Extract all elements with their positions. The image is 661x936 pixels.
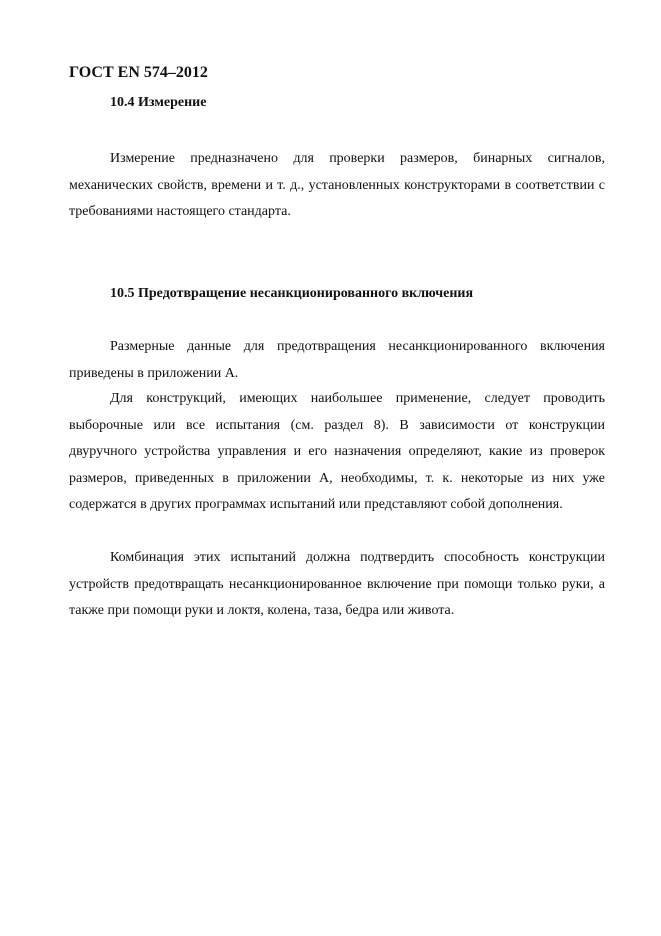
- paragraph-tests-selection: Для конструкций, имеющих наибольшее применение, следует проводить выборочные или все испытания (см. раздел 8). В зависимости от конструкции двуручного устройства управления и его назначения определяют, какие из проверок размеров, приведенных в приложении А, необходимы, т. к. некоторые из них уже содержатся в других программах испытаний или представляют собой дополнения.: [69, 391, 605, 512]
- section-heading-10-5: 10.5 Предотвращение несанкционированного включения: [110, 286, 474, 301]
- paragraph-dimensional-data: Размерные данные для предотвращения несанкционированного включения приведены в приложении А.: [69, 339, 605, 381]
- paragraph-measurement: Измерение предназначено для проверки размеров, бинарных сигналов, механических свойств, времени и т. д., установленных конструкторами в соответствии с требованиями настоящего стандарта.: [69, 151, 605, 219]
- document-code-header: ГОСТ EN 574–2012: [69, 64, 208, 81]
- paragraph-tests-combination: Комбинация этих испытаний должна подтвердить способность конструкции устройств предотвращать несанкционированное включение при помощи только руки, а также при помощи руки и локтя, колена, таза, бедра или живота.: [69, 550, 605, 618]
- section-heading-10-4: 10.4 Измерение: [110, 95, 207, 110]
